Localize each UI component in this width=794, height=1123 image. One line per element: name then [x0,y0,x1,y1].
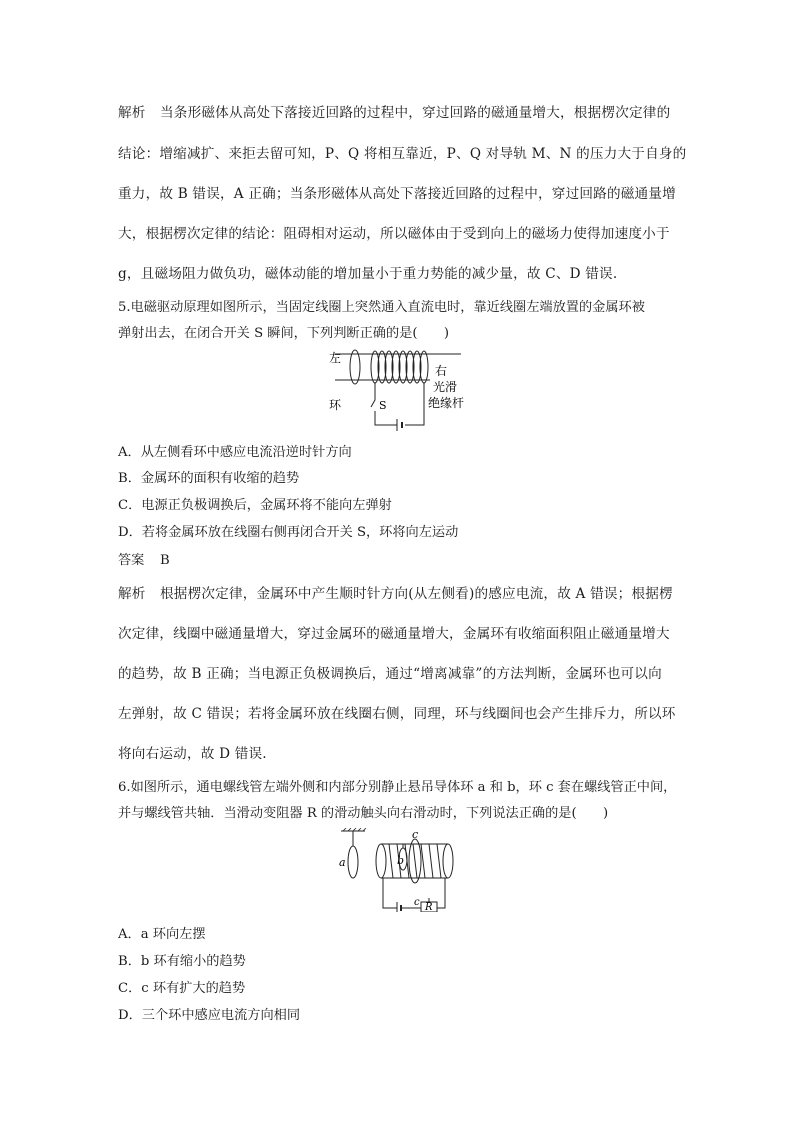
q5-option-a: A．从左侧看环中感应电流沿逆时针方向 [118,445,352,460]
q5-analysis-line-1 [118,582,673,602]
q6-option-b: B．b 环有缩小的趋势 [118,954,246,969]
figure-label-left: 左 [329,351,342,365]
figure-label-rod-1: 光滑 [433,380,458,394]
q5-stem-line-1: 5.电磁驱动原理如图所示，当固定线圈上突然通入直流电时，靠近线圈左端放置的金属环被 [118,300,645,315]
analysis-line-5: g，且磁场阻力做负功，磁体动能的增加量小于重力势能的减少量，故 C、D 错误. [118,266,618,282]
q5-analysis-line-3: 的趋势，故 B 正确；当电源正负极调换后，通过“增离减靠”的方法判断，金属环也可以向 [118,666,662,682]
q6-option-a: A．a 环向左摆 [118,927,206,942]
q5-option-c: C．电源正负极调换后，金属环将不能向左弹射 [118,498,392,513]
figure-label-right: 右 [435,364,448,378]
analysis-line-3: 重力，故 B 错误，A 正确；当条形磁体从高处下落接近回路的过程中，穿过回路的磁通量增 [118,186,676,202]
analysis-text: 当条形磁体从高处下落接近回路的过程中，穿过回路的磁通量增大，根据楞次定律的 [160,105,671,121]
analysis-label-2: 解析 [118,586,146,602]
q5-analysis-text: 根据楞次定律，金属环中产生顺时针方向(从左侧看)的感应电流，故 A 错误；根据楞 [160,586,673,602]
analysis-line-4: 大，根据楞次定律的结论：阻碍相对运动，所以磁体由于受到向上的磁场力使得加速度小于 [118,226,670,242]
analysis-line-2: 结论：增缩减扩、来拒去留可知，P、Q 将相互靠近，P、Q 对导轨 M、N 的压力大于自身的 [118,146,687,162]
figure-label-a: a [339,856,346,869]
q5-option-b: B．金属环的面积有收缩的趋势 [118,471,300,486]
analysis-line-1 [118,101,670,121]
q6-option-d: D．三个环中感应电流方向相同 [118,1008,301,1023]
analysis-label: 解析 [118,105,146,121]
figure-label-c-top: c [412,828,419,841]
figure-label-r: R [425,902,433,912]
q5-analysis-line-2: 次定律，线圈中磁通量增大，穿过金属环的磁通量增大，金属环有收缩面积阻止磁通量增大 [118,626,670,642]
q5-answer [118,549,170,568]
q5-analysis-line-5: 将向右运动，故 D 错误. [118,746,267,762]
q6-solenoid-figure [335,828,465,912]
q5-analysis-line-4: 左弹射，故 C 错误；若将金属环放在线圈右侧，同理，环与线圈间也会产生排斥力，所以环 [118,706,676,722]
q6-option-c: C．c 环有扩大的趋势 [118,981,246,996]
figure-label-c-bottom: c [414,897,420,908]
figure-label-switch: S [379,399,387,412]
answer-label: 答案 [118,553,145,568]
q6-stem-line-1: 6.如图所示，通电螺线管左端外侧和内部分别静止悬吊导体环 a 和 b，环 c 套在螺线管正中间， [118,780,677,795]
figure-label-b: b [397,854,405,867]
figure-label-ring: 环 [329,398,342,412]
answer-value: B [160,553,170,568]
q5-solenoid-figure [315,345,475,437]
figure-label-rod-2: 绝缘杆 [428,396,465,410]
q6-stem-line-2: 并与螺线管共轴．当滑动变阻器 R 的滑动触头向右滑动时，下列说法正确的是( ) [118,806,609,821]
q5-stem-line-2: 弹射出去，在闭合开关 S 瞬间，下列判断正确的是( ) [118,326,450,341]
q5-option-d: D．若将金属环放在线圈右侧再闭合开关 S，环将向左运动 [118,525,459,540]
